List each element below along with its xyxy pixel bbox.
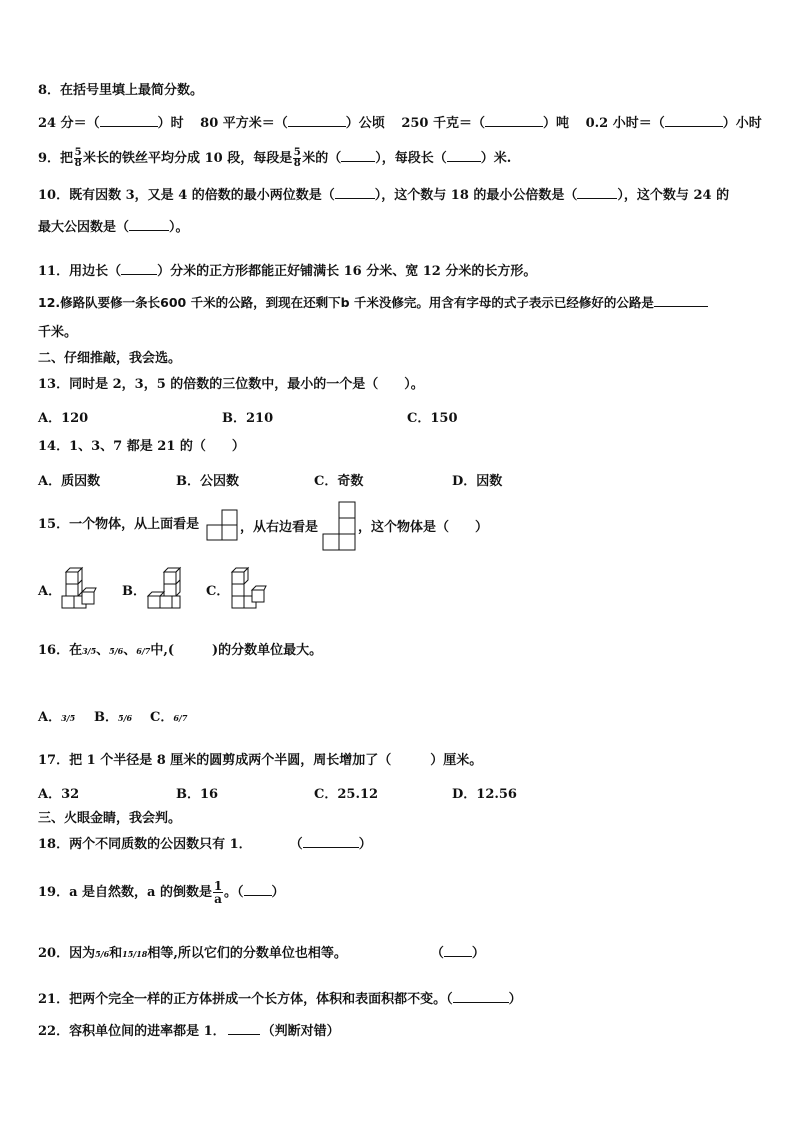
cube-figure-a xyxy=(60,566,98,610)
answer-blank[interactable] xyxy=(654,294,708,307)
fraction: $\frac{5}{8}$ xyxy=(293,147,301,169)
q14-stem: 14．1、3、7 都是 21 的（ ） xyxy=(38,439,245,454)
answer-blank[interactable] xyxy=(485,114,543,127)
q8-title: 8．在括号里填上最简分数。 xyxy=(38,83,204,98)
q16-stem: 16．在3/5、5/6、6/7中,( )的分数单位最大。 xyxy=(38,643,323,658)
q17-stem: 17．把 1 个半径是 8 厘米的圆剪成两个半圆，周长增加了（ ）厘米。 xyxy=(38,753,483,768)
q13-stem: 13．同时是 2，3，5 的倍数的三位数中，最小的一个是（ ）。 xyxy=(38,377,424,392)
option-a[interactable]: A．质因数 xyxy=(38,474,101,489)
fraction: $\frac{5}{8}$ xyxy=(74,147,82,169)
answer-blank[interactable] xyxy=(244,883,272,896)
answer-blank[interactable] xyxy=(303,835,359,848)
answer-blank[interactable] xyxy=(129,218,169,231)
option-b[interactable]: B．5/6 xyxy=(94,710,133,725)
q15-stem: 15．一个物体，从上面看是 xyxy=(38,517,200,532)
q19: 19．a 是自然数，a 的倒数是 $\frac{1}{a}$ 。（ ） xyxy=(38,879,285,906)
q10-line2: 最大公因数是（ ）。 xyxy=(38,220,189,235)
answer-blank[interactable] xyxy=(335,186,375,199)
fraction: 5/6 xyxy=(109,646,124,656)
option-c[interactable]: C．25.12 xyxy=(314,787,379,802)
option-d[interactable]: D．12.56 xyxy=(452,787,517,802)
answer-blank[interactable] xyxy=(453,990,509,1003)
section-title: 二、仔细推敲，我会选。 xyxy=(38,351,182,366)
q18: 18．两个不同质数的公因数只有 1． （ ） xyxy=(38,837,372,852)
option-b[interactable]: B． xyxy=(122,584,146,599)
cube-figure-c xyxy=(228,566,268,610)
option-b[interactable]: B．210 xyxy=(222,411,274,426)
answer-blank[interactable] xyxy=(447,149,481,162)
answer-blank[interactable] xyxy=(288,114,346,127)
answer-blank[interactable] xyxy=(121,262,157,275)
answer-blank[interactable] xyxy=(665,114,723,127)
q11: 11．用边长（ ）分米的正方形都能正好铺满长 16 分米、宽 12 分米的长方形。 xyxy=(38,264,537,279)
top-view-figure xyxy=(206,509,238,541)
q10-line1: 10．既有因数 3，又是 4 的倍数的最小两位数是（ ），这个数与 18 的最小公倍数是（ ），这个数与 24 的 xyxy=(38,188,730,203)
option-b[interactable]: B．16 xyxy=(176,787,219,802)
fraction: 5/6 xyxy=(95,949,110,959)
answer-blank[interactable] xyxy=(577,186,617,199)
fraction: 3/5 xyxy=(82,646,97,656)
fraction: $\frac{1}{a}$ xyxy=(213,879,223,906)
right-view-figure xyxy=(322,501,356,551)
answer-blank[interactable] xyxy=(444,944,472,957)
fraction: 15/18 xyxy=(122,949,148,959)
cube-figure-b xyxy=(146,566,184,610)
q9: 9．把 $\frac{5}{8}$ 米长的铁丝平均分成 10 段，每段是 $\frac{5}{8}$ 米的（ ），每段长（ ）米. xyxy=(38,147,512,169)
q22: 22．容积单位间的进率都是 1． （判断对错） xyxy=(38,1024,340,1039)
option-d[interactable]: D．因数 xyxy=(452,474,503,489)
q21: 21．把两个完全一样的正方体拼成一个长方体，体积和表面积都不变。（ ） xyxy=(38,992,522,1007)
answer-blank[interactable] xyxy=(100,114,158,127)
option-a[interactable]: A．32 xyxy=(38,787,80,802)
option-c[interactable]: C．奇数 xyxy=(314,474,364,489)
answer-blank[interactable] xyxy=(341,149,375,162)
section-title: 三、火眼金睛，我会判。 xyxy=(38,811,182,826)
option-a[interactable]: A．3/5 xyxy=(38,710,76,725)
option-c[interactable]: C． xyxy=(206,584,230,599)
q12-line1: 12.修路队要修一条长600 千米的公路，到现在还剩下b 千米没修完。用含有字母的式子表示已经修好的公路是 xyxy=(38,294,708,312)
option-a[interactable]: A． xyxy=(38,584,62,599)
q12-line2: 千米。 xyxy=(38,325,78,340)
q20: 20．因为5/6和15/18相等,所以它们的分数单位也相等。 （ ） xyxy=(38,946,485,961)
q8-parts: 24 分＝（ ）时 80 平方米＝（ ）公顷 250 千克＝（ ）吨 0.2 小时＝（ ）小时 xyxy=(38,116,762,131)
option-a[interactable]: A．120 xyxy=(38,411,89,426)
option-b[interactable]: B．公因数 xyxy=(176,474,239,489)
option-c[interactable]: C．6/7 xyxy=(150,710,188,725)
option-c[interactable]: C．150 xyxy=(407,411,458,426)
answer-blank[interactable] xyxy=(228,1022,260,1035)
fraction: 6/7 xyxy=(136,646,151,656)
